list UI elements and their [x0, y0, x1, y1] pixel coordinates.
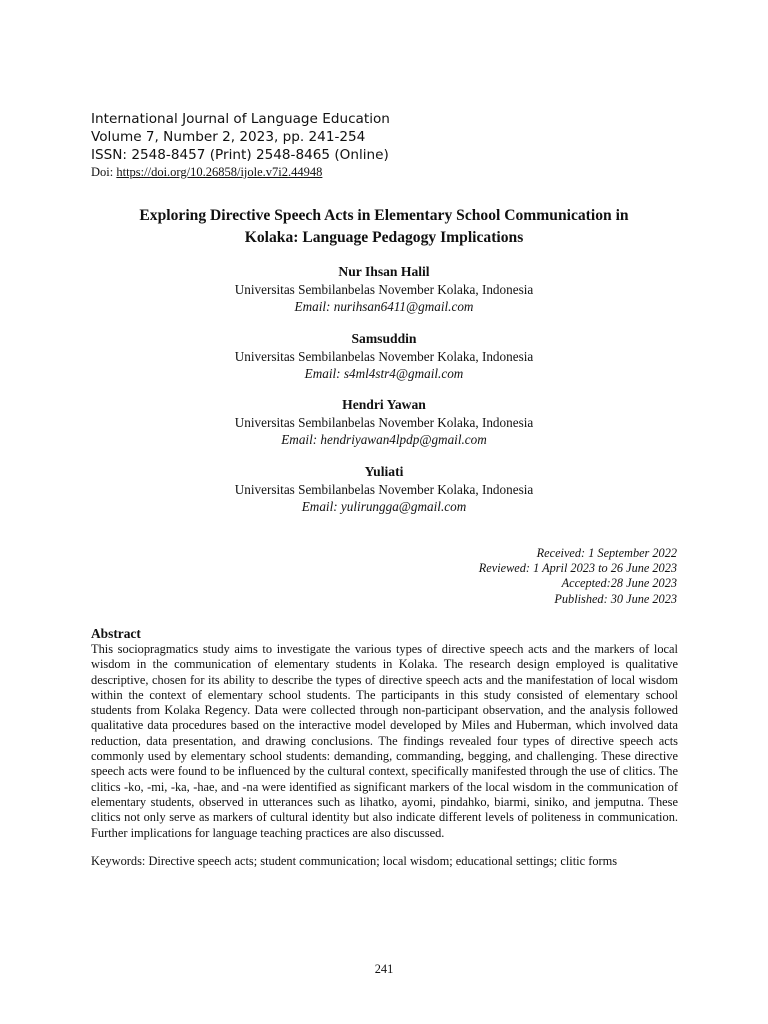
author-block: [0, 396, 768, 463]
author-email: Email: s4ml4str4@gmail.com: [304, 365, 464, 381]
journal-header: [91, 110, 691, 180]
author-affiliation: Universitas Sembilanbelas November Kolaka, Indonesia: [234, 415, 534, 431]
author-email: Email: nurihsan6411@gmail.com: [294, 299, 474, 314]
author-email: Email: hendriyawan4lpdp@gmail.com: [281, 432, 487, 448]
author-list: [0, 263, 768, 529]
author-affiliation: Universitas Sembilanbelas November Kolaka, Indonesia: [234, 348, 534, 364]
doi-line: [91, 164, 691, 180]
publication-dates: [479, 546, 677, 607]
doi-label: Doi:: [91, 165, 117, 179]
author-name: Samsuddin: [351, 330, 417, 346]
date-reviewed: Reviewed: 1 April 2023 to 26 June 2023: [478, 561, 677, 576]
author-block: [0, 330, 768, 397]
journal-name: International Journal of Language Education: [91, 111, 390, 127]
author-block: [0, 263, 768, 330]
abstract-heading: Abstract: [91, 626, 141, 641]
author-email: Email: yulirungga@gmail.com: [301, 498, 467, 514]
author-name: Hendri Yawan: [342, 397, 426, 413]
date-accepted: Accepted:28 June 2023: [561, 576, 677, 591]
paper-title: [60, 205, 708, 248]
title-line-1: Exploring Directive Speech Acts in Elementary School Communication in: [139, 207, 629, 224]
author-name: Nur Ihsan Halil: [338, 264, 430, 279]
date-published: Published: 30 June 2023: [554, 591, 677, 606]
abstract-section: [91, 625, 678, 869]
title-line-2: Kolaka: Language Pedagogy Implications: [244, 228, 524, 246]
author-name: Yuliati: [364, 463, 404, 479]
doi-link[interactable]: https://doi.org/10.26858/ijole.v7i2.44948: [116, 165, 323, 179]
abstract-text: This sociopragmatics study aims to investigate the various types of directive speech acts and the markers of local wisdom in the communication of elementary students in Kolaka. The research design employed is qualitative descriptive, chosen for its ability to describe the types of directive speech acts and the manifestation of local wisdom within the context of elementary school students. The participants in this study consisted of elementary school students from Kolaka Regency. Data were collected through non-participant observation, and the analysis followed qualitative data procedures based on the interactive model developed by Miles and Huberman, which involved data reduction, data presentation, and drawing conclusions. The findings revealed four types of directive speech acts commonly used by elementary school students: demanding, commanding, begging, and challenging. These directive speech acts were found to be influenced by the cultural context, specifically manifested through the use of clitics. The clitics -ko, -mi, -ka, -hae, and -na were identified as significant markers of the local wisdom in the communication of elementary students, observed in utterances such as lihatko, ayomi, pindahko, biarmi, siniko, and jemputna. These clitics not only serve as markers of cultural identity but also indicate different levels of politeness in communication. Further implications for language teaching practices are also discussed.: [91, 642, 678, 840]
author-block: [0, 463, 768, 530]
author-affiliation: Universitas Sembilanbelas November Kolaka, Indonesia: [234, 282, 534, 297]
keywords: Keywords: Directive speech acts; student communication; local wisdom; educational settings; clitic forms: [91, 853, 618, 868]
journal-issn: ISSN: 2548-8457 (Print) 2548-8465 (Online): [91, 147, 389, 163]
page-number: 241: [374, 962, 394, 976]
author-affiliation: Universitas Sembilanbelas November Kolaka, Indonesia: [234, 481, 534, 497]
date-received: Received: 1 September 2022: [536, 546, 677, 560]
journal-volume: Volume 7, Number 2, 2023, pp. 241-254: [91, 129, 366, 145]
